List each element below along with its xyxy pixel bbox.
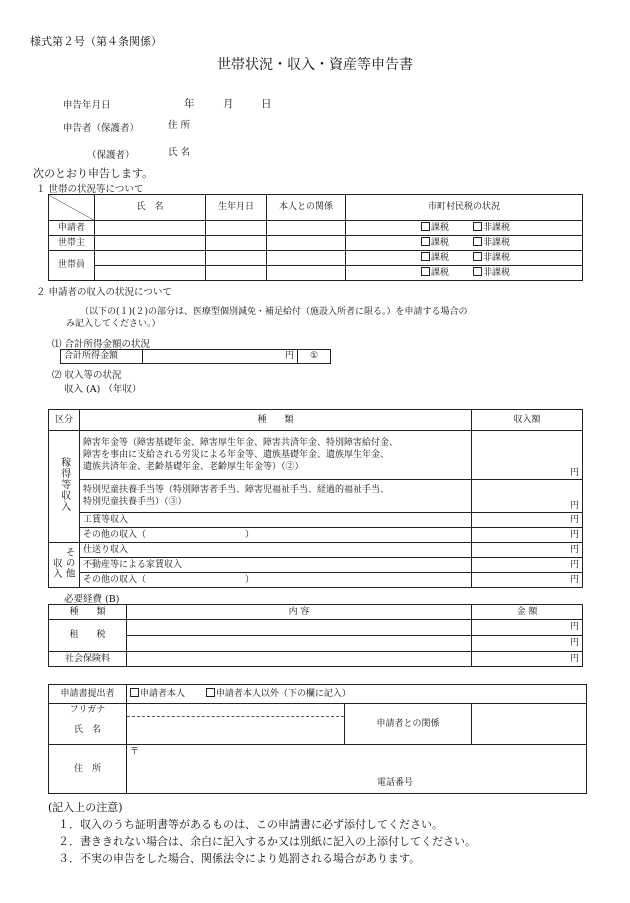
submitter-table <box>48 684 587 794</box>
yen-unit: 円 <box>569 514 579 525</box>
group-other-a: 収入 <box>50 557 62 579</box>
yen-unit: 円 <box>569 500 579 511</box>
postal-mark: 〒 <box>130 746 140 757</box>
submitter-label: 申請書提出者 <box>49 685 127 704</box>
applicant-relation-cell[interactable] <box>267 221 346 236</box>
group-other-b: その他 <box>63 547 75 579</box>
other-income-2-amount[interactable] <box>472 573 583 588</box>
date-label: 申告年月日 <box>63 100 111 111</box>
col-shurui: 種 類 <box>80 410 472 431</box>
yen-unit: 円 <box>569 544 579 555</box>
yen-unit: 円 <box>569 653 579 664</box>
member2-birth-cell[interactable] <box>206 266 267 281</box>
tax-amount-1[interactable] <box>472 620 583 636</box>
yen-unit: 円 <box>569 529 579 540</box>
col-expense-content: 内 容 <box>127 605 472 620</box>
row-member: 世帯員 <box>49 251 95 281</box>
submitter-address-label: 住 所 <box>49 744 127 793</box>
other-label: 申請者本人以外（下の欄に記入） <box>215 688 351 699</box>
non-taxed-label: 非課税 <box>483 252 511 263</box>
page-title: 世帯状況・収入・資産等申告書 <box>217 57 413 73</box>
allowance-line-1: 特別児童扶養手当等（特別障害者手当、障害児福祉手当、経過的福祉手当、 <box>83 484 390 495</box>
other-income-1-label: その他の収入（ ） <box>80 528 472 543</box>
row-applicant: 申請者 <box>49 221 95 236</box>
tax-content-1[interactable] <box>127 620 472 636</box>
note-2: ２．書ききれない場合は、余白に記入するか又は別紙に記入の上添付してください。 <box>58 835 476 848</box>
yen-unit: 円 <box>569 467 579 478</box>
insurance-content[interactable] <box>127 652 472 667</box>
submitter-name-input[interactable] <box>127 716 345 744</box>
remittance-label: 仕送り収入 <box>80 543 472 558</box>
householder-name-cell[interactable] <box>95 236 206 251</box>
submitter-address-input[interactable] <box>127 744 587 793</box>
relation-input[interactable] <box>472 704 587 745</box>
intro-text: 次のとおり申告します。 <box>33 167 154 180</box>
phone-label: 電話番号 <box>377 777 414 788</box>
applicant-name-cell[interactable] <box>95 221 206 236</box>
taxed-checkbox[interactable] <box>421 267 430 276</box>
pension-line-3: 遺族共済年金、老齢基礎年金、老齢厚生年金等）（②） <box>83 462 304 473</box>
non-taxed-checkbox[interactable] <box>473 267 482 276</box>
col-expense-type: 種 類 <box>49 605 127 620</box>
group-earned-income-label: 稼得等収入 <box>58 456 70 512</box>
month-label: 月 <box>223 98 234 110</box>
day-label: 日 <box>261 98 272 110</box>
member2-name-cell[interactable] <box>95 266 206 281</box>
group-earned-income <box>49 431 80 543</box>
member1-tax-cell <box>346 251 583 266</box>
householder-tax-cell <box>346 236 583 251</box>
address-label: 住 所 <box>168 120 191 131</box>
member1-name-cell[interactable] <box>95 251 206 266</box>
subsection-2: ⑵ 収入等の状況 <box>52 370 122 381</box>
taxed-checkbox[interactable] <box>421 252 430 261</box>
col-amount: 収入額 <box>472 410 583 431</box>
yen-unit: 円 <box>569 638 579 649</box>
non-taxed-checkbox[interactable] <box>473 222 482 231</box>
wage-amount[interactable] <box>472 513 583 528</box>
section2-heading: ２ 申請者の収入の状況について <box>36 287 172 298</box>
tax-amount-2[interactable] <box>472 636 583 652</box>
col-expense-amount: 金 額 <box>472 605 583 620</box>
member1-relation-cell[interactable] <box>267 251 346 266</box>
rent-amount[interactable] <box>472 558 583 573</box>
note-1: １．収入のうち証明書等があるものは、この申請書に必ず添付してください。 <box>58 818 443 831</box>
householder-birth-cell[interactable] <box>206 236 267 251</box>
member2-relation-cell[interactable] <box>267 266 346 281</box>
allowance-line-2: 特別児童扶養手当）（③） <box>83 497 187 507</box>
income-table <box>48 409 583 588</box>
taxed-checkbox[interactable] <box>421 222 430 231</box>
other-income-1-amount[interactable] <box>472 528 583 543</box>
expense-heading: 必要経費 (B) <box>64 594 120 605</box>
year-label: 年 <box>184 98 195 110</box>
pension-line-1: 障害年金等（障害基礎年金、障害厚生年金、障害共済年金、特別障害給付金、 <box>83 437 399 448</box>
householder-relation-cell[interactable] <box>267 236 346 251</box>
income-a-label: 収入 (A) （年収） <box>64 384 142 395</box>
yen-unit: 円 <box>569 574 579 585</box>
allowance-amount[interactable] <box>472 480 583 513</box>
household-table <box>48 194 583 281</box>
remittance-amount[interactable] <box>472 543 583 558</box>
yen-unit: 円 <box>569 622 579 633</box>
col-relation: 本人との関係 <box>267 195 346 221</box>
subsection-1: ⑴ 合計所得金額の状況 <box>52 339 151 350</box>
taxed-label: 課税 <box>431 267 450 278</box>
other-income-2-label: その他の収入（ ） <box>80 573 472 588</box>
relation-label: 申請者との関係 <box>345 704 472 745</box>
col-name: 氏 名 <box>95 195 206 221</box>
total-income-table <box>60 349 331 364</box>
non-taxed-label: 非課税 <box>483 222 511 233</box>
total-income-value[interactable] <box>143 350 298 364</box>
guardian-label: （保護者） <box>87 150 135 161</box>
diagonal-cell <box>49 195 95 221</box>
allowance-cell <box>80 480 472 513</box>
rent-label: 不動産等による家賃収入 <box>80 558 472 573</box>
pension-amount[interactable] <box>472 431 583 480</box>
taxed-label: 課税 <box>431 252 450 263</box>
non-taxed-checkbox[interactable] <box>473 252 482 261</box>
yen-unit: 円 <box>569 559 579 570</box>
circle-1: ① <box>298 350 331 364</box>
taxed-label: 課税 <box>431 237 450 248</box>
taxed-checkbox[interactable] <box>421 237 430 246</box>
pension-line-2: 障害を事由に支給される労災による年金等、遺族基礎年金、遺族厚生年金、 <box>83 449 390 460</box>
other-checkbox[interactable] <box>206 688 215 697</box>
form-number: 様式第２号（第４条関係） <box>30 35 162 48</box>
submitter-options <box>127 685 587 704</box>
row-householder: 世帯主 <box>49 236 95 251</box>
note-3: ３．不実の申告をした場合、関係法令により処罰される場合があります。 <box>58 852 421 865</box>
tax-content-2[interactable] <box>127 636 472 652</box>
section2-note-2: み記入してください。） <box>66 319 161 329</box>
section2-note-1: （以下の(１)(２)の部分は、医療型個別減免・補足給付（施設入所者に限る。）を申請する場合の <box>80 307 468 317</box>
expense-table <box>48 604 583 667</box>
non-taxed-checkbox[interactable] <box>473 237 482 246</box>
yen-unit: 円 <box>284 351 294 362</box>
applicant-tax-cell <box>346 221 583 236</box>
non-taxed-label: 非課税 <box>483 237 511 248</box>
name-label: 氏 名 <box>168 147 191 158</box>
member2-tax-cell <box>346 266 583 281</box>
member1-birth-cell[interactable] <box>206 251 267 266</box>
col-birthdate: 生年月日 <box>206 195 267 221</box>
insurance-amount[interactable] <box>472 652 583 667</box>
col-kubun: 区分 <box>49 410 80 431</box>
notes-heading: (記入上の注意) <box>48 801 123 814</box>
self-label: 申請者本人 <box>140 688 186 699</box>
wage-label: 工賃等収入 <box>80 513 472 528</box>
submitter-name-label: 氏 名 <box>49 716 127 744</box>
insurance-label: 社会保険料 <box>49 652 127 667</box>
furigana-input[interactable] <box>127 704 345 717</box>
furigana-label: フリガナ <box>49 704 127 717</box>
section1-heading: １ 世帯の状況等について <box>36 184 144 195</box>
total-income-label: 合計所得金額 <box>61 350 143 364</box>
tax-label: 租 税 <box>49 620 127 652</box>
group-other-income <box>49 543 80 588</box>
applicant-birth-cell[interactable] <box>206 221 267 236</box>
taxed-label: 課税 <box>431 222 450 233</box>
non-taxed-label: 非課税 <box>483 267 511 278</box>
applicant-guardian-label: 申告者（保護者） <box>63 123 140 134</box>
self-checkbox[interactable] <box>130 688 139 697</box>
col-tax-status: 市町村民税の状況 <box>346 195 583 221</box>
pension-cell <box>80 431 472 480</box>
